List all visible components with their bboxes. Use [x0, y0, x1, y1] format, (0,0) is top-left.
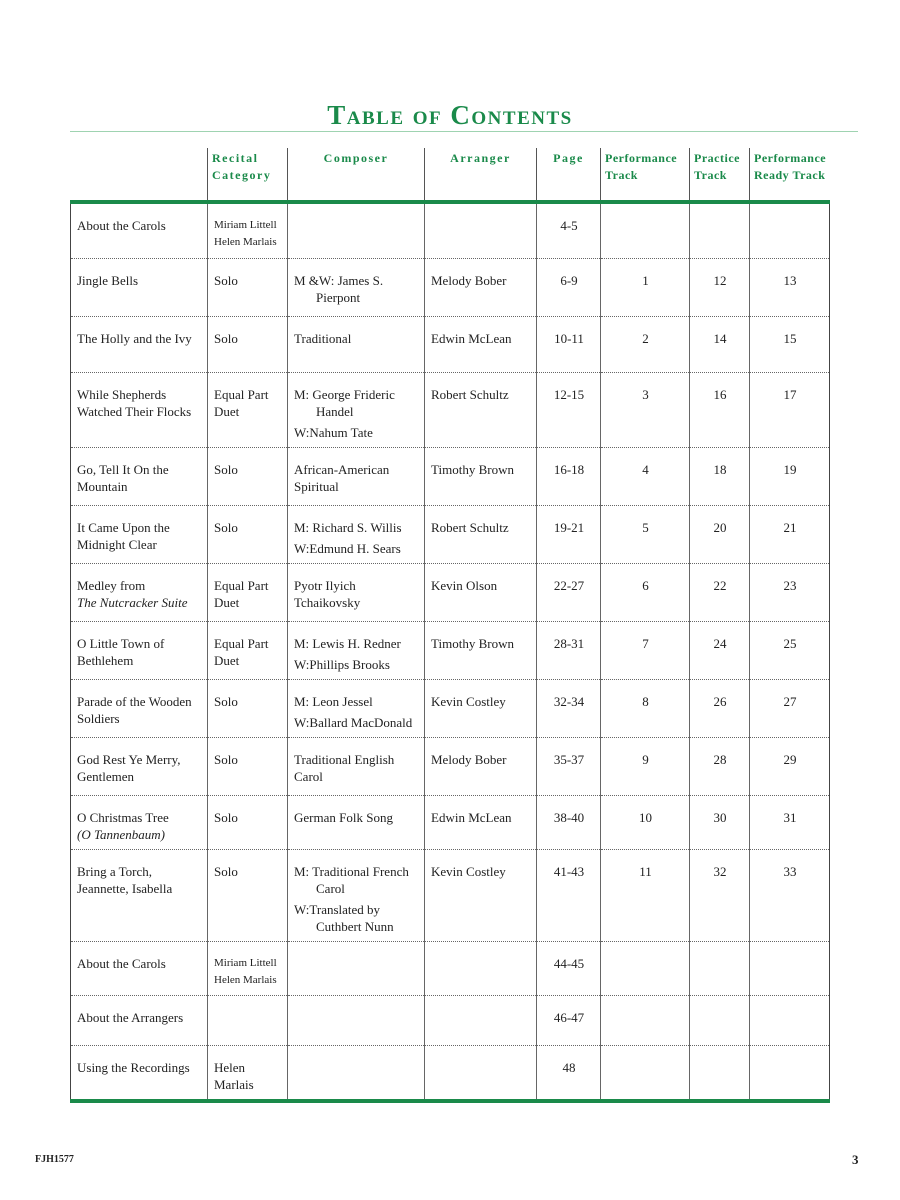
- practice-track-cell: 12: [690, 258, 750, 316]
- title-cell: [71, 372, 208, 447]
- recital-cell: [208, 941, 288, 995]
- header-arranger: Arranger: [425, 148, 537, 202]
- arranger-cell: Kevin Costley: [425, 679, 537, 737]
- arranger-cell: Kevin Olson: [425, 563, 537, 621]
- table-row: [71, 795, 830, 849]
- composer: Pyotr Ilyich Tchaikovsky: [294, 577, 361, 610]
- practice-track-cell: [690, 995, 750, 1045]
- practice-track-cell: 24: [690, 621, 750, 679]
- song-title: Bring a Torch, Jeannette, Isabella: [77, 863, 173, 896]
- arranger-cell: Kevin Costley: [425, 849, 537, 941]
- page-cell: 22-27: [537, 563, 601, 621]
- song-subtitle: (O Tannenbaum): [77, 826, 165, 842]
- title-cell: [71, 795, 208, 849]
- recital-cell: [208, 563, 288, 621]
- recital-cell: [208, 737, 288, 795]
- performance-ready-track-cell: 31: [750, 795, 830, 849]
- performance-track-cell: 11: [601, 849, 690, 941]
- arranger-cell: [425, 941, 537, 995]
- composer-cont: Handel: [316, 403, 354, 419]
- practice-track-cell: 32: [690, 849, 750, 941]
- table-row: [71, 202, 830, 258]
- performance-ready-track-cell: [750, 941, 830, 995]
- lyricist: W:Ballard MacDonald: [294, 714, 413, 730]
- page-cell: 16-18: [537, 447, 601, 505]
- performance-ready-track-cell: [750, 202, 830, 258]
- lyricist: W:Edmund H. Sears: [294, 540, 401, 556]
- arranger-cell: [425, 1045, 537, 1101]
- page-number: 3: [852, 1152, 859, 1167]
- table-row: [71, 505, 830, 563]
- composer-cell: [288, 621, 425, 679]
- song-title: Parade of the Wooden Soldiers: [77, 693, 192, 726]
- composer-cell: [288, 447, 425, 505]
- arranger-cell: [425, 995, 537, 1045]
- composer: M: George Frideric: [294, 386, 395, 402]
- composer-cell: [288, 258, 425, 316]
- page-cell: 44-45: [537, 941, 601, 995]
- table-row: [71, 679, 830, 737]
- table-row: [71, 941, 830, 995]
- recital-category: Equal Part Duet: [214, 386, 269, 419]
- recital-category: Equal Part Duet: [214, 577, 269, 610]
- title-cell: [71, 447, 208, 505]
- recital-category: Miriam Littell: [214, 219, 277, 231]
- table-row: [71, 737, 830, 795]
- recital-category: Helen Marlais: [214, 1059, 254, 1092]
- title-cell: [71, 849, 208, 941]
- page-cell: 4-5: [537, 202, 601, 258]
- practice-track-cell: 28: [690, 737, 750, 795]
- arranger-cell: Edwin McLean: [425, 795, 537, 849]
- header-performance-track: Performance Track: [601, 148, 690, 202]
- table-row: [71, 258, 830, 316]
- practice-track-cell: 26: [690, 679, 750, 737]
- performance-track-cell: 8: [601, 679, 690, 737]
- practice-track-cell: 16: [690, 372, 750, 447]
- page-cell: 48: [537, 1045, 601, 1101]
- composer: Traditional English Carol: [294, 751, 395, 784]
- performance-track-cell: [601, 941, 690, 995]
- song-title: Jingle Bells: [77, 272, 139, 288]
- performance-ready-track-cell: [750, 1045, 830, 1101]
- performance-ready-track-cell: 13: [750, 258, 830, 316]
- recital-category: Solo: [214, 693, 238, 709]
- title-cell: [71, 621, 208, 679]
- composer-cont: Pierpont: [316, 289, 361, 305]
- song-title: About the Carols: [77, 955, 166, 971]
- composer: M: Lewis H. Redner: [294, 635, 401, 651]
- table-row: [71, 316, 830, 372]
- performance-ready-track-cell: 15: [750, 316, 830, 372]
- arranger-cell: Robert Schultz: [425, 372, 537, 447]
- song-title: The Holly and the Ivy: [77, 330, 192, 346]
- song-title: Medley from: [77, 577, 146, 593]
- song-title: O Christmas Tree: [77, 809, 169, 825]
- header-recital-category: Recital Category: [208, 148, 288, 202]
- composer-cell: [288, 505, 425, 563]
- performance-ready-track-cell: [750, 995, 830, 1045]
- song-title: About the Arrangers: [77, 1009, 184, 1025]
- header-title: [71, 148, 208, 202]
- composer-cell: [288, 737, 425, 795]
- arranger-cell: Edwin McLean: [425, 316, 537, 372]
- practice-track-cell: 14: [690, 316, 750, 372]
- practice-track-cell: 22: [690, 563, 750, 621]
- recital-cell: [208, 258, 288, 316]
- page-cell: 32-34: [537, 679, 601, 737]
- title-rule: [70, 131, 858, 132]
- performance-track-cell: 4: [601, 447, 690, 505]
- arranger-cell: Robert Schultz: [425, 505, 537, 563]
- title-cell: [71, 995, 208, 1045]
- performance-ready-track-cell: 23: [750, 563, 830, 621]
- performance-track-cell: [601, 202, 690, 258]
- contents-table: [70, 148, 830, 1103]
- table-row: [71, 447, 830, 505]
- performance-track-cell: 6: [601, 563, 690, 621]
- lyricist: W:Phillips Brooks: [294, 656, 390, 672]
- composer-cell: [288, 995, 425, 1045]
- song-subtitle: The Nutcracker Suite: [77, 594, 188, 610]
- page-cell: 10-11: [537, 316, 601, 372]
- header-composer: Composer: [288, 148, 425, 202]
- recital-category: Solo: [214, 863, 238, 879]
- practice-track-cell: 20: [690, 505, 750, 563]
- performance-ready-track-cell: 17: [750, 372, 830, 447]
- recital-cell: [208, 316, 288, 372]
- recital-cell: [208, 795, 288, 849]
- table-row: [71, 563, 830, 621]
- song-title: God Rest Ye Merry, Gentlemen: [77, 751, 181, 784]
- table-row: [71, 1045, 830, 1101]
- arranger-cell: Timothy Brown: [425, 621, 537, 679]
- composer-cont: Carol: [316, 880, 345, 896]
- title-cell: [71, 505, 208, 563]
- performance-track-cell: 10: [601, 795, 690, 849]
- composer: German Folk Song: [294, 809, 393, 825]
- recital-category: Solo: [214, 519, 238, 535]
- performance-track-cell: [601, 995, 690, 1045]
- table-body: [71, 202, 830, 1101]
- title-cell: [71, 679, 208, 737]
- page-cell: 19-21: [537, 505, 601, 563]
- arranger-cell: Melody Bober: [425, 258, 537, 316]
- performance-track-cell: 7: [601, 621, 690, 679]
- composer: M &W: James S.: [294, 272, 384, 288]
- table-row: [71, 849, 830, 941]
- song-title: While Shepherds Watched Their Flocks: [77, 386, 192, 419]
- title-cell: [71, 258, 208, 316]
- page-cell: 41-43: [537, 849, 601, 941]
- arranger-cell: Timothy Brown: [425, 447, 537, 505]
- composer: M: Traditional French: [294, 863, 409, 879]
- practice-track-cell: [690, 941, 750, 995]
- page-cell: 35-37: [537, 737, 601, 795]
- performance-ready-track-cell: 21: [750, 505, 830, 563]
- page-cell: 46-47: [537, 995, 601, 1045]
- page-cell: 28-31: [537, 621, 601, 679]
- title-cell: [71, 316, 208, 372]
- lyricist: W:Nahum Tate: [294, 424, 373, 440]
- page-title: Table of Contents: [327, 100, 573, 130]
- recital-cell: [208, 621, 288, 679]
- recital-cell: [208, 1045, 288, 1101]
- performance-track-cell: 1: [601, 258, 690, 316]
- performance-track-cell: [601, 1045, 690, 1101]
- title-cell: [71, 563, 208, 621]
- recital-category: Solo: [214, 809, 238, 825]
- song-title: It Came Upon the Midnight Clear: [77, 519, 170, 552]
- composer-cell: [288, 316, 425, 372]
- table-row: [71, 995, 830, 1045]
- performance-track-cell: 2: [601, 316, 690, 372]
- composer: M: Richard S. Willis: [294, 519, 402, 535]
- page-cell: 12-15: [537, 372, 601, 447]
- performance-track-cell: 3: [601, 372, 690, 447]
- header-practice-track: Practice Track: [690, 148, 750, 202]
- composer-cell: [288, 1045, 425, 1101]
- recital-cell: [208, 679, 288, 737]
- recital-category-2: Helen Marlais: [214, 973, 277, 986]
- composer-cell: [288, 795, 425, 849]
- song-title: Using the Recordings: [77, 1059, 190, 1075]
- title-cell: [71, 941, 208, 995]
- recital-category: Equal Part Duet: [214, 635, 269, 668]
- performance-ready-track-cell: 27: [750, 679, 830, 737]
- recital-cell: [208, 995, 288, 1045]
- composer: Traditional: [294, 330, 352, 346]
- table-row: [71, 621, 830, 679]
- lyricist: W:Translated by: [294, 901, 381, 917]
- composer-cell: [288, 202, 425, 258]
- composer: African-American Spiritual: [294, 461, 390, 494]
- performance-ready-track-cell: 25: [750, 621, 830, 679]
- performance-ready-track-cell: 19: [750, 447, 830, 505]
- composer-cell: [288, 849, 425, 941]
- song-title: Go, Tell It On the Mountain: [77, 461, 169, 494]
- practice-track-cell: 30: [690, 795, 750, 849]
- recital-cell: [208, 447, 288, 505]
- catalog-code: FJH1577: [35, 1154, 74, 1165]
- composer-cell: [288, 372, 425, 447]
- composer-cell: [288, 679, 425, 737]
- practice-track-cell: [690, 202, 750, 258]
- recital-category: Miriam Littell: [214, 956, 277, 969]
- header-performance-ready-track: Performance Ready Track: [750, 148, 830, 202]
- practice-track-cell: 18: [690, 447, 750, 505]
- recital-category-2: Helen Marlais: [214, 236, 277, 248]
- composer: M: Leon Jessel: [294, 693, 373, 709]
- page-cell: 38-40: [537, 795, 601, 849]
- recital-cell: [208, 505, 288, 563]
- recital-category: Solo: [214, 461, 238, 477]
- recital-category: Solo: [214, 272, 238, 288]
- page-cell: 6-9: [537, 258, 601, 316]
- composer-cell: [288, 563, 425, 621]
- recital-cell: [208, 202, 288, 258]
- song-title: O Little Town of Bethlehem: [77, 635, 165, 668]
- header-page: Page: [537, 148, 601, 202]
- recital-category: Solo: [214, 751, 238, 767]
- recital-category: Solo: [214, 330, 238, 346]
- title-cell: [71, 1045, 208, 1101]
- performance-ready-track-cell: 33: [750, 849, 830, 941]
- performance-track-cell: 9: [601, 737, 690, 795]
- lyricist-cont: Cuthbert Nunn: [316, 918, 394, 934]
- song-title: About the Carols: [77, 218, 166, 233]
- title-cell: [71, 737, 208, 795]
- table-header-row: [71, 148, 830, 202]
- practice-track-cell: [690, 1045, 750, 1101]
- table-row: [71, 372, 830, 447]
- recital-cell: [208, 372, 288, 447]
- performance-ready-track-cell: 29: [750, 737, 830, 795]
- arranger-cell: [425, 202, 537, 258]
- arranger-cell: Melody Bober: [425, 737, 537, 795]
- composer-cell: [288, 941, 425, 995]
- title-cell: [71, 202, 208, 258]
- performance-track-cell: 5: [601, 505, 690, 563]
- recital-cell: [208, 849, 288, 941]
